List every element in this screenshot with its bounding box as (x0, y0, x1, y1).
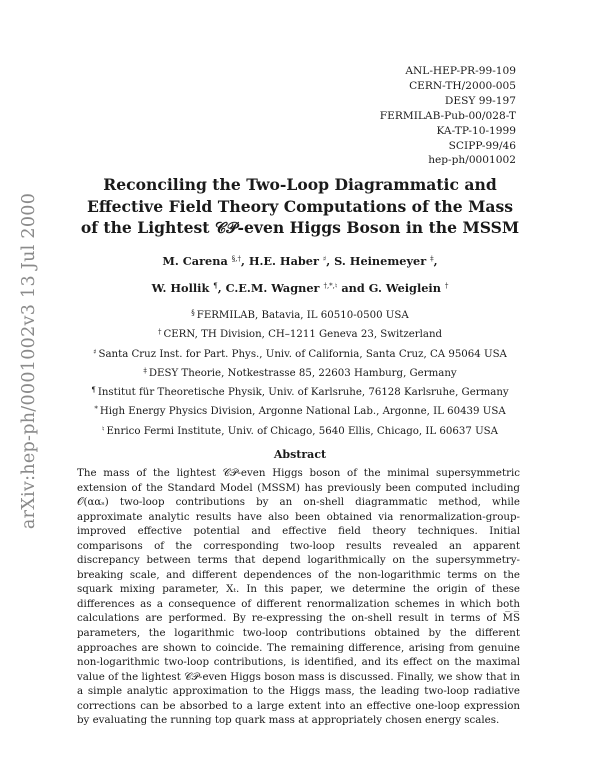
report-number: KA-TP-10-1999 (436, 124, 516, 137)
affiliation: ¶ Institut für Theoretische Physik, Univ. of Karlsruhe, 76128 Karlsruhe, Germany (91, 386, 509, 399)
report-number: FERMILAB-Pub-00/028-T (379, 109, 516, 122)
report-number: DESY 99-197 (444, 94, 516, 107)
author-name: G. Weiglein (368, 281, 441, 295)
paper-title (60, 174, 540, 239)
title-line: Effective Field Theory Computations of the Mass (86, 196, 514, 216)
author-name: C.E.M. Wagner (225, 281, 320, 295)
arxiv-identifier: arXiv:hep-ph/0001002v3 13 Jul 2000 (19, 192, 39, 530)
affiliation: § FERMILAB, Batavia, IL 60510-0500 USA (191, 309, 409, 321)
author-name: M. Carena (162, 254, 228, 268)
affiliation: † CERN, TH Division, CH–1211 Geneva 23, Switzerland (157, 328, 443, 341)
report-number: CERN-TH/2000-005 (409, 79, 516, 92)
author-affiliation-mark: † (444, 282, 449, 290)
author-affiliation-mark: †,*,♮ (323, 282, 338, 290)
report-number: ANL-HEP-PR-99-109 (405, 65, 516, 77)
report-numbers (380, 64, 516, 168)
author-name: S. Heinemeyer (334, 254, 427, 268)
title-line: of the Lightest 𝒞𝒫-even Higgs Boson in the MSSM (80, 218, 520, 237)
affiliation: * High Energy Physics Division, Argonne National Lab., Argonne, IL 60439 USA (94, 405, 506, 418)
report-number: SCIPP-99/46 (448, 139, 516, 152)
affiliations (60, 305, 540, 440)
author-affiliation-mark: §,† (231, 255, 241, 263)
arxiv-side-stamp (14, 192, 44, 530)
author-name: W. Hollik (151, 281, 210, 295)
author-line-1: M. Carena §,†, H.E. Haber ♯, S. Heinemeyer ‡, (162, 254, 438, 268)
author-affiliation-mark: ¶ (213, 282, 218, 290)
report-number: hep-ph/0001002 (428, 154, 516, 167)
author-affiliation-mark: ♯ (322, 255, 327, 263)
affiliation: ‡ DESY Theorie, Notkestrasse 85, 22603 Hamburg, Germany (143, 366, 457, 379)
title-line: Reconciling the Two-Loop Diagrammatic and (103, 175, 497, 194)
author-affiliation-mark: ‡ (430, 255, 434, 263)
abstract-heading: Abstract (273, 448, 327, 461)
abstract-body: The mass of the lightest 𝒞𝒫-even Higgs boson of the minimal supersymmetric extension of the Standard Model (MSSM) has previously been computed including 𝒪(ααₛ) two-loop contributions by an on-shell diagrammatic method, while approximate analytic results have also been obtained via renormalization-group-improved effective potential and effective field theory techniques. Initial comparisons of the corresponding two-loop results revealed an apparent discrepancy between terms that depend logarithmically on the supersymmetry-breaking scale, and different dependences of the non-logarithmic terms on the squark mixing parameter, Xₜ. In this paper, we determine the origin of these differences as a consequence of different renormalization schemes in which both calculations are performed. By re-expressing the on-shell result in terms of M̅S̅ parameters, the logarithmic two-loop contributions obtained by the different approaches are shown to coincide. The remaining difference, arising from genuine non-logarithmic two-loop contributions, is identified, and its effect on the maximal value of the lightest 𝒞𝒫-even Higgs boson mass is discussed. Finally, we show that in a simple analytic approximation to the Higgs mass, the leading two-loop radiative corrections can be absorbed to a large extent into an effective one-loop expression by evaluating the running top quark mass at appropriately chosen energy scales. (77, 467, 520, 727)
affiliation: ♯ Santa Cruz Inst. for Part. Phys., Univ. of California, Santa Cruz, CA 95064 USA (93, 347, 507, 360)
author-name: H.E. Haber (248, 254, 319, 268)
author-line-2: W. Hollik ¶, C.E.M. Wagner †,*,♮ and G. Weiglein † (151, 281, 449, 295)
affiliation: ♮ Enrico Fermi Institute, Univ. of Chicago, 5640 Ellis, Chicago, IL 60637 USA (101, 424, 498, 437)
